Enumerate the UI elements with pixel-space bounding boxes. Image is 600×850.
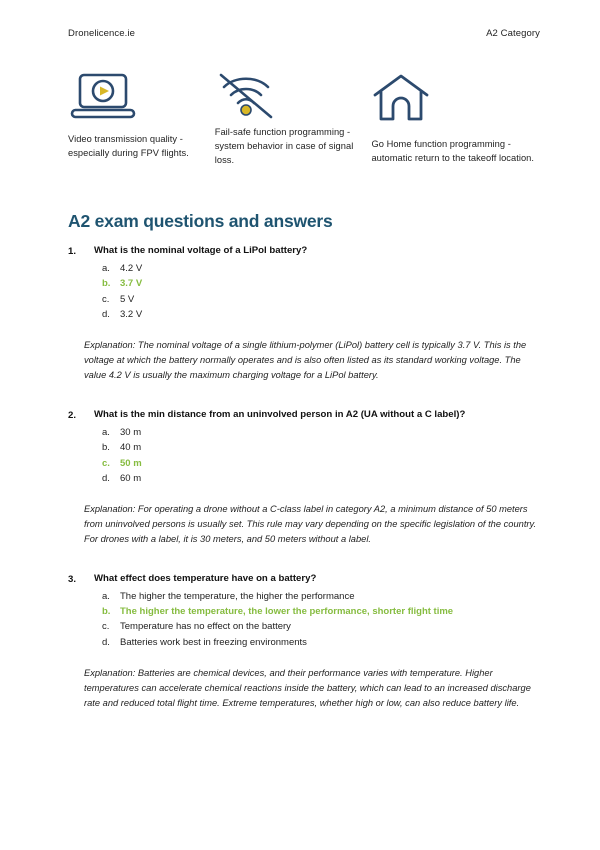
home-icon xyxy=(371,65,540,123)
option-letter: a. xyxy=(102,426,110,438)
option-letter: b. xyxy=(102,606,111,618)
feature-item-gohome xyxy=(371,65,540,167)
answer-option[interactable] xyxy=(68,619,540,634)
option-letter: d. xyxy=(102,472,110,484)
question-block xyxy=(68,572,540,710)
question-number: 3. xyxy=(68,573,77,585)
explanation-text: Explanation: The nominal voltage of a single lithium-polymer (LiPol) battery cell is typically 3.7 V. This is the voltage at which the battery normally operates and is also often listed as its standard working voltage. The value 4.2 V is usually the maximum charging voltage for a LiPol battery. xyxy=(84,340,527,380)
option-letter: c. xyxy=(102,293,110,305)
answer-option-correct[interactable] xyxy=(68,604,540,619)
option-text: 5 V xyxy=(120,293,135,305)
feature-caption: Video transmission quality - especially during FPV flights. xyxy=(68,134,189,159)
explanation-text: Explanation: For operating a drone without a C-class label in category A2, a minimum distance of 50 meters from uninvolved persons is usually set. This rule may vary depending on the specific legislation of the country. For drones with a label, it is 30 meters, and 50 meters without a label. xyxy=(84,504,537,544)
question-heading xyxy=(68,572,540,586)
option-text: 40 m xyxy=(120,442,142,454)
question-block xyxy=(68,244,540,382)
question-block xyxy=(68,408,540,546)
answer-option[interactable] xyxy=(68,261,540,276)
wifi-off-icon xyxy=(215,65,366,123)
option-letter: d. xyxy=(102,636,110,648)
question-text: What is the min distance from an uninvolved person in A2 (UA without a C label)? xyxy=(94,409,466,421)
option-text: 50 m xyxy=(120,457,142,469)
answer-option[interactable] xyxy=(68,425,540,440)
option-letter: c. xyxy=(102,621,110,633)
option-letter: a. xyxy=(102,262,110,274)
option-text: 3.2 V xyxy=(120,308,143,320)
question-number: 2. xyxy=(68,409,77,421)
feature-caption: Go Home function programming - automatic return to the takeoff location. xyxy=(371,139,535,164)
answer-option[interactable] xyxy=(68,440,540,455)
option-letter: d. xyxy=(102,308,110,320)
spacer xyxy=(68,550,540,572)
answer-option[interactable] xyxy=(68,292,540,307)
option-text: The higher the temperature, the higher the performance xyxy=(120,590,355,602)
feature-caption: Fail-safe function programming - system behavior in case of signal loss. xyxy=(214,127,354,166)
answer-option[interactable] xyxy=(68,635,540,650)
option-text: 3.7 V xyxy=(120,278,143,290)
page-header xyxy=(68,28,540,39)
option-text: 4.2 V xyxy=(120,262,143,274)
option-letter: b. xyxy=(102,442,110,454)
feature-item-video xyxy=(68,65,215,167)
question-text: What is the nominal voltage of a LiPol battery? xyxy=(94,245,308,257)
option-letter: c. xyxy=(102,457,110,469)
option-letter: b. xyxy=(102,278,111,290)
option-text: Temperature has no effect on the battery xyxy=(120,621,291,633)
spacer xyxy=(68,386,540,408)
laptop-video-icon xyxy=(68,65,215,123)
feature-item-failsafe xyxy=(215,65,372,167)
question-heading xyxy=(68,244,540,258)
answer-options xyxy=(68,261,540,323)
option-text: 60 m xyxy=(120,472,142,484)
answer-option[interactable] xyxy=(68,471,540,486)
answer-option[interactable] xyxy=(68,589,540,604)
answer-options xyxy=(68,425,540,487)
option-text: 30 m xyxy=(120,426,142,438)
question-number: 1. xyxy=(68,245,77,257)
explanation-text: Explanation: Batteries are chemical devices, and their performance varies with temperature. Higher temperatures can accelerate chemical reactions inside the battery, which can lead to an increased discharge rate and reduced total flight time. Extreme temperatures, whether high or low, can also reduce battery life. xyxy=(84,668,531,708)
question-text: What effect does temperature have on a battery? xyxy=(94,573,317,585)
category-label: A2 Category xyxy=(486,28,540,39)
answer-option-correct[interactable] xyxy=(68,456,540,471)
answer-option-correct[interactable] xyxy=(68,276,540,291)
answer-options xyxy=(68,589,540,651)
option-letter: a. xyxy=(102,590,110,602)
option-text: The higher the temperature, the lower the performance, shorter flight time xyxy=(120,606,454,618)
option-text: Batteries work best in freezing environments xyxy=(120,636,307,648)
answer-option[interactable] xyxy=(68,307,540,322)
site-name: Dronelicence.ie xyxy=(68,28,135,39)
feature-row xyxy=(68,65,540,167)
page-title: A2 exam questions and answers xyxy=(68,211,333,232)
question-heading xyxy=(68,408,540,422)
